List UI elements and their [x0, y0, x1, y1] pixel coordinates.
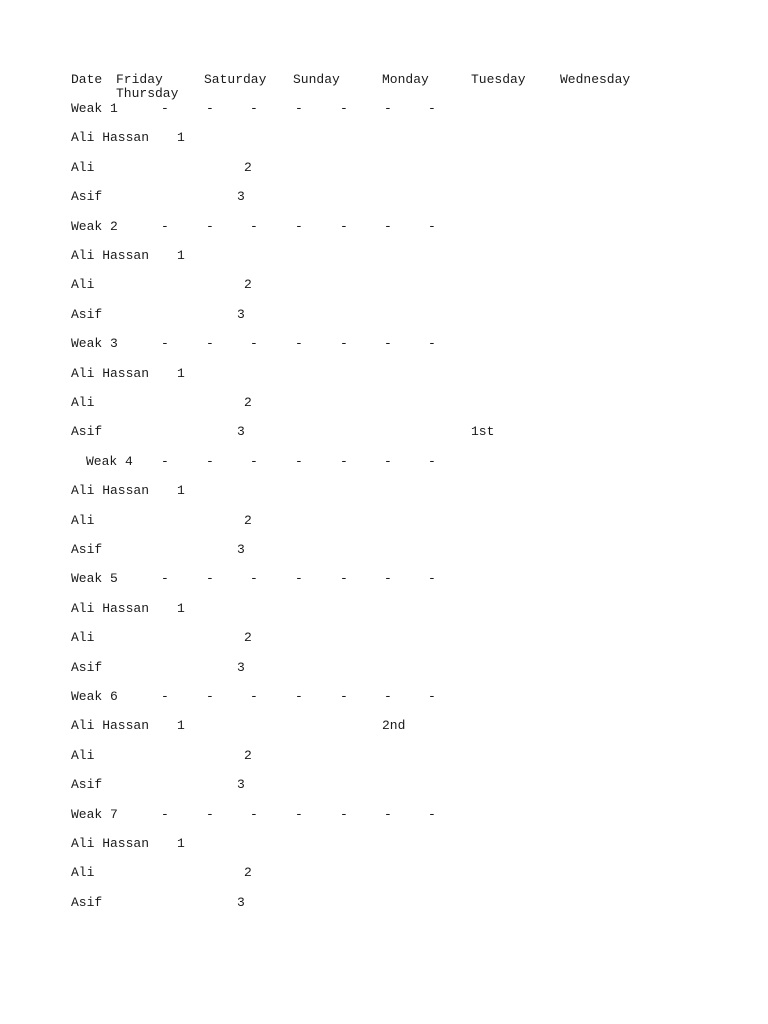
- week-dash: -: [340, 101, 348, 116]
- week-dash: -: [295, 336, 303, 352]
- week-label: Weak 4: [86, 453, 133, 469]
- week-label: Weak 2: [71, 218, 118, 234]
- week-dash: -: [384, 453, 392, 469]
- person-value: 3: [237, 189, 245, 205]
- week-dash: -: [340, 806, 348, 822]
- person-name: Asif: [71, 894, 103, 910]
- week-dash: -: [295, 218, 303, 234]
- person-name: Asif: [71, 542, 103, 557]
- person-value: 2: [244, 512, 252, 528]
- rank-note: 1st: [471, 424, 495, 440]
- week-dash: -: [250, 453, 258, 469]
- person-value: 2: [244, 395, 252, 410]
- person-value: 1: [177, 365, 185, 381]
- week-dash: -: [428, 806, 436, 822]
- person-name: Ali Hassan: [71, 483, 150, 499]
- person-name: Ali: [71, 159, 95, 175]
- person-value: 2: [244, 159, 252, 175]
- person-value: 1: [177, 836, 185, 851]
- week-dash: -: [428, 689, 436, 704]
- week-dash: -: [161, 101, 169, 116]
- person-name: Ali Hassan: [71, 600, 150, 616]
- person-value: 1: [177, 483, 185, 499]
- header-friday: Friday: [116, 72, 163, 87]
- person-name: Asif: [71, 189, 103, 205]
- person-value: 2: [244, 277, 252, 293]
- week-dash: -: [384, 689, 392, 704]
- person-value: 3: [237, 306, 245, 322]
- week-dash: -: [206, 218, 214, 234]
- header-tuesday: Tuesday: [471, 72, 526, 87]
- person-name: Ali Hassan: [71, 836, 150, 851]
- week-dash: -: [428, 453, 436, 469]
- week-dash: -: [206, 336, 214, 352]
- person-value: 3: [237, 777, 245, 793]
- week-label: Weak 1: [71, 101, 118, 116]
- person-value: 2: [244, 630, 252, 646]
- person-name: Ali: [71, 512, 95, 528]
- person-value: 3: [237, 659, 245, 675]
- person-value: 2: [244, 747, 252, 763]
- person-name: Asif: [71, 659, 103, 675]
- week-dash: -: [428, 336, 436, 352]
- week-dash: -: [295, 101, 303, 116]
- rank-note: 2nd: [382, 718, 406, 734]
- week-dash: -: [206, 689, 214, 704]
- week-dash: -: [384, 218, 392, 234]
- person-name: Ali: [71, 865, 95, 881]
- person-name: Ali: [71, 630, 95, 646]
- week-dash: -: [340, 453, 348, 469]
- week-dash: -: [161, 453, 169, 469]
- person-name: Ali: [71, 747, 95, 763]
- person-value: 1: [177, 600, 185, 616]
- week-label: Weak 6: [71, 689, 118, 704]
- week-label: Weak 5: [71, 571, 118, 587]
- person-value: 3: [237, 542, 245, 557]
- week-dash: -: [340, 689, 348, 704]
- week-dash: -: [250, 101, 258, 116]
- week-label: Weak 7: [71, 806, 118, 822]
- person-value: 1: [177, 130, 185, 146]
- week-dash: -: [161, 218, 169, 234]
- person-name: Ali Hassan: [71, 130, 150, 146]
- week-dash: -: [250, 571, 258, 587]
- week-dash: -: [428, 101, 436, 116]
- person-value: 1: [177, 718, 185, 734]
- week-dash: -: [340, 571, 348, 587]
- person-value: 3: [237, 424, 245, 440]
- header-saturday: Saturday: [204, 72, 267, 87]
- week-dash: -: [206, 453, 214, 469]
- week-dash: -: [384, 806, 392, 822]
- week-dash: -: [295, 453, 303, 469]
- week-dash: -: [161, 806, 169, 822]
- week-dash: -: [384, 336, 392, 352]
- week-dash: -: [250, 806, 258, 822]
- week-dash: -: [161, 336, 169, 352]
- person-name: Asif: [71, 424, 103, 440]
- week-dash: -: [161, 571, 169, 587]
- week-dash: -: [384, 571, 392, 587]
- person-name: Ali: [71, 395, 95, 410]
- week-dash: -: [340, 218, 348, 234]
- week-dash: -: [161, 689, 169, 704]
- week-dash: -: [250, 218, 258, 234]
- week-dash: -: [206, 806, 214, 822]
- header-thursday: Thursday: [116, 86, 179, 101]
- person-value: 1: [177, 248, 185, 263]
- week-dash: -: [384, 101, 392, 116]
- week-dash: -: [428, 218, 436, 234]
- header-wednesday: Wednesday: [560, 72, 631, 87]
- week-label: Weak 3: [71, 336, 118, 352]
- person-name: Asif: [71, 306, 103, 322]
- person-name: Ali: [71, 277, 95, 293]
- person-value: 2: [244, 865, 252, 881]
- week-dash: -: [250, 336, 258, 352]
- person-name: Asif: [71, 777, 103, 793]
- header-sunday: Sunday: [293, 72, 340, 87]
- person-name: Ali Hassan: [71, 718, 150, 734]
- person-name: Ali Hassan: [71, 248, 150, 263]
- person-name: Ali Hassan: [71, 365, 150, 381]
- week-dash: -: [250, 689, 258, 704]
- week-dash: -: [206, 101, 214, 116]
- header-date: Date: [71, 72, 103, 87]
- header-monday: Monday: [382, 72, 429, 87]
- week-dash: -: [428, 571, 436, 587]
- week-dash: -: [295, 571, 303, 587]
- week-dash: -: [295, 806, 303, 822]
- week-dash: -: [295, 689, 303, 704]
- week-dash: -: [340, 336, 348, 352]
- person-value: 3: [237, 894, 245, 910]
- week-dash: -: [206, 571, 214, 587]
